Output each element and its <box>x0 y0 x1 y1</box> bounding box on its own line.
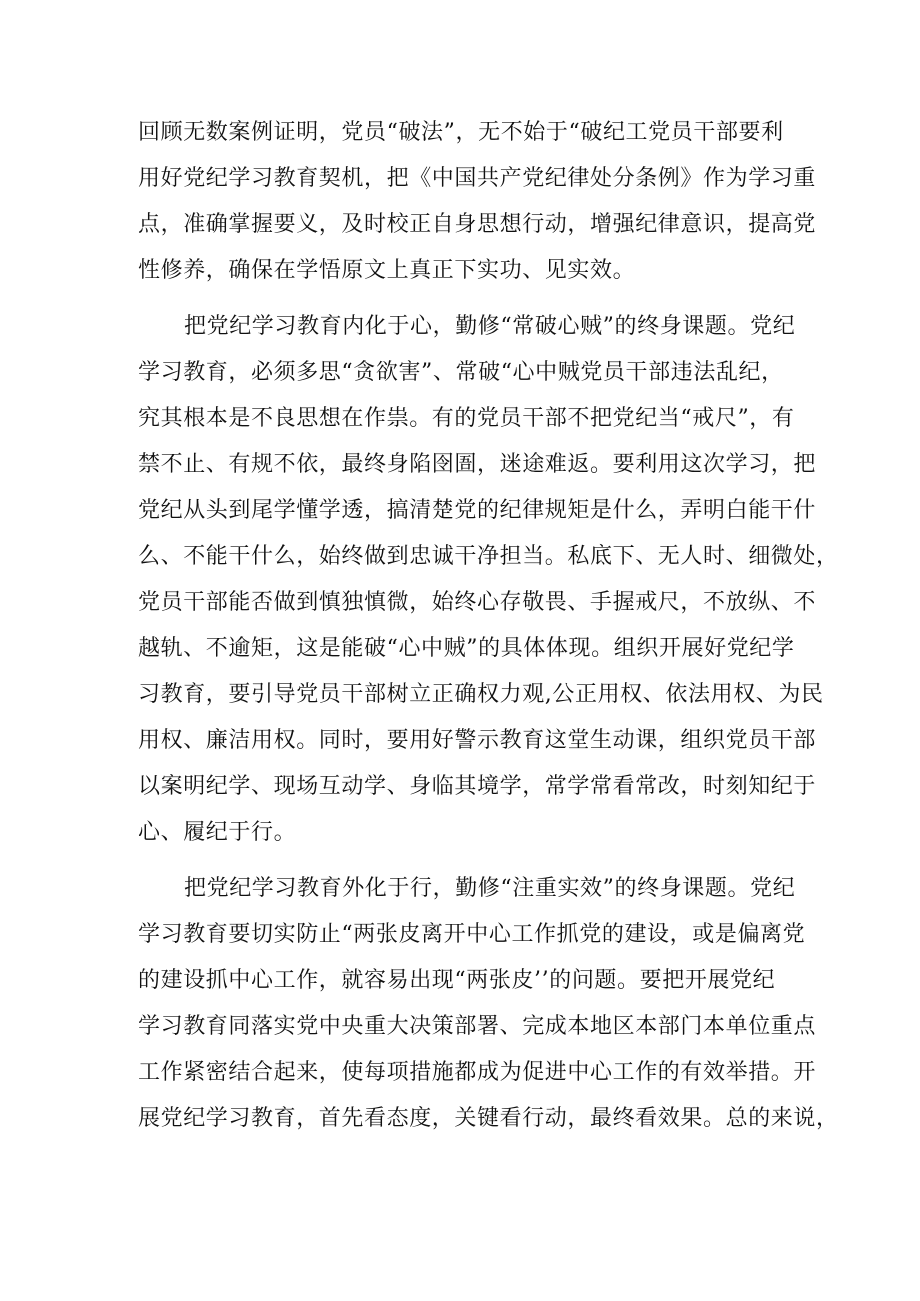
paragraph-spacer <box>138 856 798 866</box>
paragraph-spacer <box>138 294 798 304</box>
text-line: 越轨、不逾矩，这是能破“心中贼”的具体体现。组织开展好党纪学 <box>138 636 795 661</box>
text-line: 用好党纪学习教育契机，把《中国共产党纪律处分条例》作为学习重 <box>138 166 817 191</box>
text-line: 以案明纪学、现场互动学、身临其境学，常学常看常改，时刻知纪于 <box>138 774 817 799</box>
text-line: 禁不止、有规不依，最终身陷囹圄，迷途难返。要利用这次学习，把 <box>138 452 817 477</box>
text-line: 点，准确掌握要义，及时校正自身思想行动，增强纪律意识，提高党 <box>138 212 817 237</box>
text-line: 性修养，确保在学悟原文上真正下实功、见实效。 <box>138 258 636 283</box>
text-line: 学习教育，必须多思“贪欲害”、常破“心中贼党员干部违法乱纪， <box>138 360 784 385</box>
text-line: 么、不能干什么，始终做到忠诚干净担当。私底下、无人时、细微处， <box>138 544 839 569</box>
paragraph-2 <box>138 304 839 856</box>
text-line: 用权、廉洁用权。同时，要用好警示教育这堂生动课，组织党员干部 <box>138 728 817 753</box>
text-line: 的建设抓中心工作，就容易出现“两张皮’’的问题。要把开展党纪 <box>138 968 776 993</box>
paragraph-1 <box>138 110 817 294</box>
text-line: 回顾无数案例证明，党员“破法”，无不始于“破纪工党员干部要利 <box>138 120 784 145</box>
text-line: 展党纪学习教育，首先看态度，关键看行动，最终看效果。总的来说， <box>138 1106 839 1131</box>
text-line: 工作紧密结合起来，使每项措施都成为促进中心工作的有效举措。开 <box>138 1060 817 1085</box>
text-line: 党员干部能否做到慎独慎微，始终心存敬畏、手握戒尺，不放纵、不 <box>138 590 817 615</box>
text-line: 究其根本是不良思想在作祟。有的党员干部不把党纪当“戒尺”，有 <box>138 406 795 431</box>
text-line: 把党纪学习教育内化于心，勤修“常破心贼”的终身课题。党纪 <box>184 314 796 339</box>
text-line: 把党纪学习教育外化于行，勤修“注重实效”的终身课题。党纪 <box>184 876 796 901</box>
text-line: 学习教育同落实党中央重大决策部署、完成本地区本部门本单位重点 <box>138 1014 817 1039</box>
paragraph-3 <box>138 866 839 1142</box>
text-line: 学习教育要切实防止“两张皮离开中心工作抓党的建设，或是偏离党 <box>138 922 806 947</box>
text-line: 习教育，要引导党员干部树立正确权力观,公正用权、依法用权、为民 <box>138 682 824 707</box>
text-line: 心、履纪于行。 <box>138 820 297 845</box>
text-line: 党纪从头到尾学懂学透，搞清楚党的纪律规矩是什么，弄明白能干什 <box>138 498 817 523</box>
document-body <box>138 110 839 1142</box>
